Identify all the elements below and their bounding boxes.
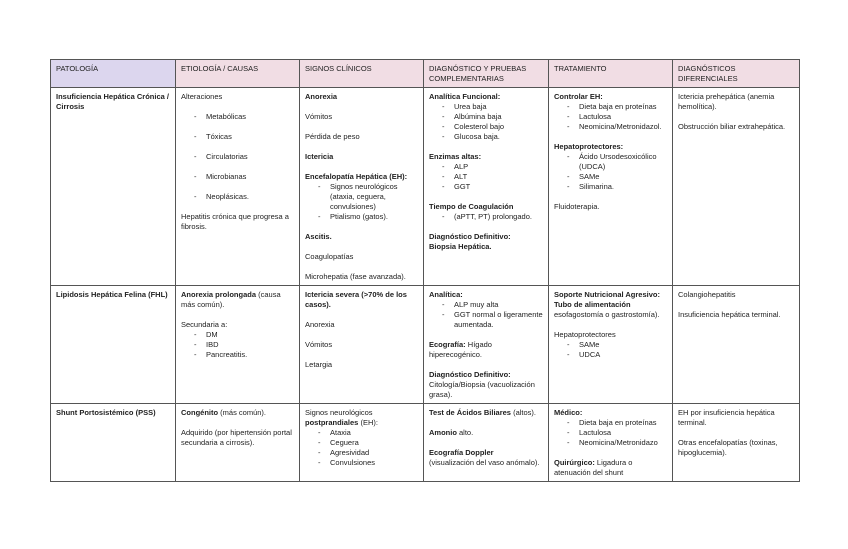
diag-func-list: [429, 102, 544, 142]
treat-hep-title: Hepatoprotectores: [554, 330, 616, 339]
etiology-lead-rest: (causa más común).: [181, 290, 281, 309]
diag-def-title: Diagnóstico Definitivo:: [429, 370, 511, 379]
list-item: - Lactulosa: [554, 112, 668, 122]
list-item: - Convulsiones: [305, 458, 419, 468]
diag-amonio-bold: Amonio: [429, 428, 457, 437]
list-item: - Dieta baja en proteínas: [554, 102, 668, 112]
list-item: - SAMe: [554, 172, 668, 182]
list-item: - ALP muy alta: [429, 300, 544, 310]
header-row: [51, 60, 800, 88]
signs-cell: [300, 286, 424, 404]
sign-eh-list: [305, 182, 419, 222]
sign-intro-a: Signos neurológicos: [305, 408, 373, 417]
differential-item: Colangiohepatitis: [678, 290, 736, 299]
diag-anal-title: Analítica:: [429, 290, 463, 299]
treat-hep-list: [554, 152, 668, 192]
list-item: - Ataxia: [305, 428, 419, 438]
diag-coag-list: [429, 212, 544, 222]
list-item: - Tóxicas: [181, 132, 295, 142]
signs-cell: [300, 404, 424, 482]
list-item: - Ceguera: [305, 438, 419, 448]
treat-qx-bold: Quirúrgico:: [554, 458, 595, 467]
diag-coag-title: Tiempo de Coagulación: [429, 202, 514, 211]
header-treatment: TRATAMIENTO: [549, 60, 673, 88]
diag-ab: [429, 408, 544, 418]
list-item: - Lactulosa: [554, 428, 668, 438]
etiology-lead: [181, 408, 295, 418]
pathology-name: Insuficiencia Hepática Crónica / Cirrosis: [56, 92, 169, 111]
sign-intro-bold: postprandiales: [305, 418, 359, 427]
list-item: - Neomicina/Metronidazol.: [554, 122, 668, 132]
etiology-cell: [176, 88, 300, 286]
list-item: - IBD: [181, 340, 295, 350]
list-item: - Albúmina baja: [429, 112, 544, 122]
diag-amonio-rest: alto.: [456, 428, 474, 437]
list-item: - Microbianas: [181, 172, 295, 182]
treat-fluido: Fluidoterapia.: [554, 202, 600, 211]
diagnosis-cell: [424, 404, 549, 482]
diag-anal-list: [429, 300, 544, 330]
sign-eh-title: Encefalopatía Hepática (EH):: [305, 172, 408, 181]
sign-vomitos: Vómitos: [305, 112, 333, 121]
list-item: - Agresividad: [305, 448, 419, 458]
pathology-cell: [51, 88, 176, 286]
list-item: - Ácido Ursodesoxicólico (UDCA): [554, 152, 668, 172]
pathology-table: [50, 59, 800, 482]
diag-eco: [429, 340, 544, 360]
list-item: - DM: [181, 330, 295, 340]
header-differential: DIAGNÓSTICOS DIFERENCIALES: [673, 60, 800, 88]
differential-cell: [673, 88, 800, 286]
list-item: - Colesterol bajo: [429, 122, 544, 132]
diag-eco-bold: Ecografía:: [429, 340, 466, 349]
list-item: - SAMe: [554, 340, 668, 350]
diag-func-title: Analítica Funcional:: [429, 92, 501, 101]
treat-med-title: Médico:: [554, 408, 583, 417]
list-item: - Pancreatitis.: [181, 350, 295, 360]
sign-anorexia: Anorexia: [305, 320, 335, 329]
header-pathology: PATOLOGÍA: [51, 60, 176, 88]
diag-enz-title: Enzimas altas:: [429, 152, 482, 161]
diag-def-title: Diagnóstico Definitivo:: [429, 232, 511, 241]
differential-cell: [673, 404, 800, 482]
treat-sop-title: Soporte Nutricional Agresivo: Tubo de alimentación: [554, 290, 660, 309]
differential-item: EH por insuficiencia hepática terminal.: [678, 408, 775, 427]
etiology-lead-bold: Congénito: [181, 408, 219, 417]
diagnosis-cell: [424, 286, 549, 404]
treat-ctrl-list: [554, 102, 668, 132]
header-signs: SIGNOS CLÍNICOS: [300, 60, 424, 88]
treatment-cell: [549, 88, 673, 286]
list-item: - (aPTT, PT) prolongado.: [429, 212, 544, 222]
treatment-cell: [549, 404, 673, 482]
treat-qx-rest: Ligadura o atenuación del shunt: [554, 458, 633, 477]
treat-hep-list: [554, 340, 668, 360]
list-item: - ALP: [429, 162, 544, 172]
treat-med-list: [554, 418, 668, 448]
list-item: - Signos neurológicos (ataxia, ceguera, convulsiones): [305, 182, 419, 212]
sign-vomitos: Vómitos: [305, 340, 333, 349]
etiology-acq: Adquirido (por hipertensión portal secundaria a cirrosis).: [181, 428, 292, 447]
differential-cell: [673, 286, 800, 404]
signs-cell: [300, 88, 424, 286]
diag-eco-title: Ecografía Doppler: [429, 448, 494, 457]
list-item: - Silimarina.: [554, 182, 668, 192]
etiology-list: [181, 112, 295, 202]
list-item: - Glucosa baja.: [429, 132, 544, 142]
sign-intro-b: (EH):: [358, 418, 378, 427]
treat-ctrl-title: Controlar EH:: [554, 92, 603, 101]
treat-sop-rest: esofagostomía o gastrostomía).: [554, 310, 660, 319]
pathology-cell: [51, 286, 176, 404]
etiology-cell: [176, 404, 300, 482]
pathology-name: Shunt Portosistémico (PSS): [56, 408, 156, 417]
header-diagnosis: DIAGNÓSTICO Y PRUEBAS COMPLEMENTARIAS: [424, 60, 549, 88]
pathology-cell: [51, 404, 176, 482]
table-row: [51, 404, 800, 482]
list-item: - Ptialismo (gatos).: [305, 212, 419, 222]
diag-enz-list: [429, 162, 544, 192]
list-item: - Urea baja: [429, 102, 544, 112]
treat-qx: [554, 458, 668, 478]
sign-ascitis: Ascitis.: [305, 232, 332, 241]
list-item: - GGT normal o ligeramente aumentada.: [429, 310, 544, 330]
list-item: - UDCA: [554, 350, 668, 360]
etiology-note: Hepatitis crónica que progresa a fibrosis.: [181, 212, 289, 231]
diag-ab-bold: Test de Ácidos Biliares: [429, 408, 511, 417]
diag-amonio: [429, 428, 544, 438]
etiology-lead-rest: (más común).: [218, 408, 267, 417]
list-item: - ALT: [429, 172, 544, 182]
list-item: - Dieta baja en proteínas: [554, 418, 668, 428]
treat-hep-title: Hepatoprotectores:: [554, 142, 624, 151]
diag-ab-rest: (altos).: [510, 408, 536, 417]
etiology-sec-list: [181, 330, 295, 360]
list-item: - Neoplásicas.: [181, 192, 295, 202]
differential-item: Otras encefalopatías (toxinas, hipoglucemia).: [678, 438, 778, 457]
table-row: [51, 286, 800, 404]
differential-item: Ictericia prehepática (anemia hemolítica).: [678, 92, 775, 111]
etiology-sec-title: Secundaria a:: [181, 320, 228, 329]
differential-item: Obstrucción biliar extrahepática.: [678, 122, 786, 131]
pathology-name: Lipidosis Hepática Felina (FHL): [56, 290, 168, 299]
etiology-lead-bold: Anorexia prolongada: [181, 290, 257, 299]
sign-peso: Pérdida de peso: [305, 132, 360, 141]
list-item: - Circulatorias: [181, 152, 295, 162]
diag-def-value: Biopsia Hepática.: [429, 242, 492, 251]
etiology-intro: Alteraciones: [181, 92, 223, 101]
treatment-cell: [549, 286, 673, 404]
header-etiology: ETIOLOGÍA / CAUSAS: [176, 60, 300, 88]
sign-intro: [305, 408, 419, 428]
diag-eco-rest: Hígado hiperecogénico.: [429, 340, 492, 359]
table-row: [51, 88, 800, 286]
diag-eco-rest: (visualización del vaso anómalo).: [429, 458, 540, 467]
sign-coagulopatias: Coagulopatías: [305, 252, 354, 261]
list-item: - Neomicina/Metronidazo: [554, 438, 668, 448]
list-item: - Metabólicas: [181, 112, 295, 122]
list-item: - GGT: [429, 182, 544, 192]
sign-ictericia: Ictericia: [305, 152, 334, 161]
etiology-cell: [176, 286, 300, 404]
sign-anorexia: Anorexia: [305, 92, 338, 101]
sign-microhepatia: Microhepatia (fase avanzada).: [305, 272, 406, 281]
sign-neuro-list: [305, 428, 419, 468]
etiology-lead: [181, 290, 295, 310]
diagnosis-cell: [424, 88, 549, 286]
sign-letargia: Letargia: [305, 360, 333, 369]
sign-ictericia-severa: Ictericia severa (>70% de los casos).: [305, 290, 407, 309]
differential-item: Insuficiencia hepática terminal.: [678, 310, 781, 319]
diag-def-value: Citología/Biopsia (vacuolización grasa).: [429, 380, 535, 399]
